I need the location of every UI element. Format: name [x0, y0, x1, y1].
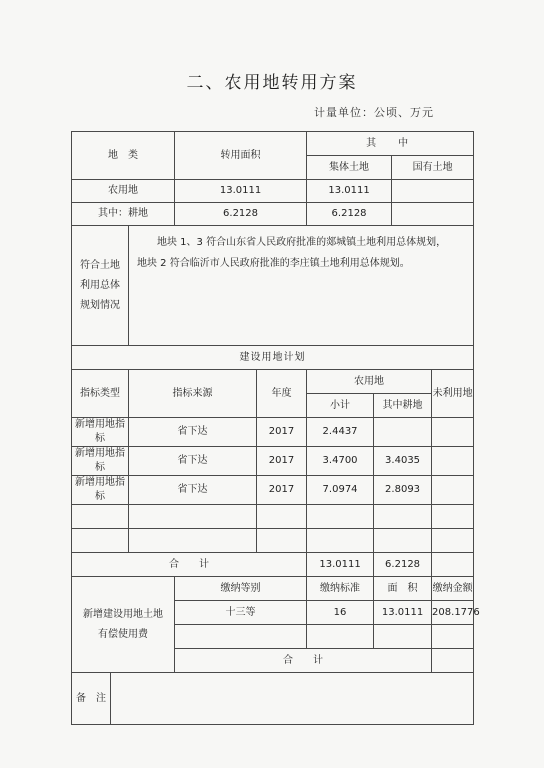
fee-amount: 208.1776 [432, 601, 474, 625]
plan-cell-type: 新增用地指标 [72, 447, 129, 476]
plan-cell-source: 省下达 [129, 447, 257, 476]
header-fee-grade: 缴纳等别 [175, 577, 307, 601]
header-unused-land: 未利用地 [432, 370, 474, 418]
plan-cell-type: 新增用地指标 [72, 418, 129, 447]
plan-cell-unused [432, 418, 474, 447]
plan-cell-subtotal: 7.0974 [307, 476, 374, 505]
compliance-line: 地块 1、3 符合山东省人民政府批准的郯城镇土地利用总体规划， [157, 237, 447, 248]
plan-cell-year: 2017 [257, 447, 307, 476]
compliance-label [72, 226, 129, 346]
conversion-table [71, 131, 480, 725]
header-indicator-type: 指标类型 [72, 370, 129, 418]
fee-label [72, 577, 175, 673]
remarks-label: 备 注 [72, 673, 111, 725]
plan-cell-unused [432, 447, 474, 476]
plan-cell-cultivated: 3.4035 [374, 447, 432, 476]
row-farmland-area: 13.0111 [175, 180, 307, 203]
header-cultivated: 其中耕地 [374, 394, 432, 418]
header-fee-standard: 缴纳标准 [307, 577, 374, 601]
plan-cell-cultivated [374, 418, 432, 447]
plan-cell-unused [432, 476, 474, 505]
plan-title: 建设用地计划 [72, 346, 474, 370]
header-among: 其 中 [307, 132, 474, 156]
compliance-label-line: 规划情况 [80, 299, 120, 311]
plan-total-subtotal: 13.0111 [307, 553, 374, 577]
plan-total-label: 合 计 [72, 553, 307, 577]
plan-cell-cultivated: 2.8093 [374, 476, 432, 505]
fee-label-line: 有偿使用费 [98, 628, 148, 640]
fee-total-label: 合 计 [175, 649, 432, 673]
plan-cell-type: 新增用地指标 [72, 476, 129, 505]
header-year: 年度 [257, 370, 307, 418]
plan-cell-year: 2017 [257, 418, 307, 447]
row-farmland-label: 农用地 [72, 180, 175, 203]
table-row-empty [72, 529, 474, 553]
header-subtotal: 小计 [307, 394, 374, 418]
plan-total-unused [432, 553, 474, 577]
row-cultivated-state [392, 203, 474, 226]
row-farmland-state [392, 180, 474, 203]
table-row [72, 447, 474, 476]
row-cultivated-collective: 6.2128 [307, 203, 392, 226]
plan-cell-source: 省下达 [129, 418, 257, 447]
plan-total-cultivated: 6.2128 [374, 553, 432, 577]
fee-standard: 16 [307, 601, 374, 625]
plan-cell-subtotal: 2.4437 [307, 418, 374, 447]
header-land-type: 地 类 [72, 132, 175, 180]
header-farmland: 农用地 [307, 370, 432, 394]
fee-grade: 十三等 [175, 601, 307, 625]
compliance-label-line: 利用总体 [80, 279, 120, 291]
page-title: 二、农用地转用方案 [186, 73, 358, 93]
plan-total-row [72, 553, 474, 577]
remarks-content [111, 673, 474, 725]
fee-area: 13.0111 [374, 601, 432, 625]
row-farmland-collective: 13.0111 [307, 180, 392, 203]
table-row [72, 418, 474, 447]
compliance-text [129, 226, 474, 346]
plan-cell-source: 省下达 [129, 476, 257, 505]
header-state-land: 国有土地 [392, 156, 474, 180]
compliance-line: 地块 2 符合临沂市人民政府批准的李庄镇土地利用总体规划。 [137, 258, 410, 269]
table-row [72, 476, 474, 505]
header-fee-amount: 缴纳金额 [432, 577, 474, 601]
row-cultivated-area: 6.2128 [175, 203, 307, 226]
header-indicator-source: 指标来源 [129, 370, 257, 418]
table-row-empty [72, 505, 474, 529]
header-collective-land: 集体土地 [307, 156, 392, 180]
header-fee-area: 面 积 [374, 577, 432, 601]
row-cultivated-label: 其中：耕地 [72, 203, 175, 226]
plan-cell-subtotal: 3.4700 [307, 447, 374, 476]
unit-note: 计量单位：公顷、万元 [314, 106, 434, 119]
plan-cell-year: 2017 [257, 476, 307, 505]
fee-label-line: 新增建设用地土地 [83, 608, 163, 620]
header-converted-area: 转用面积 [175, 132, 307, 180]
compliance-label-line: 符合土地 [80, 259, 120, 271]
fee-total-amount [432, 649, 474, 673]
